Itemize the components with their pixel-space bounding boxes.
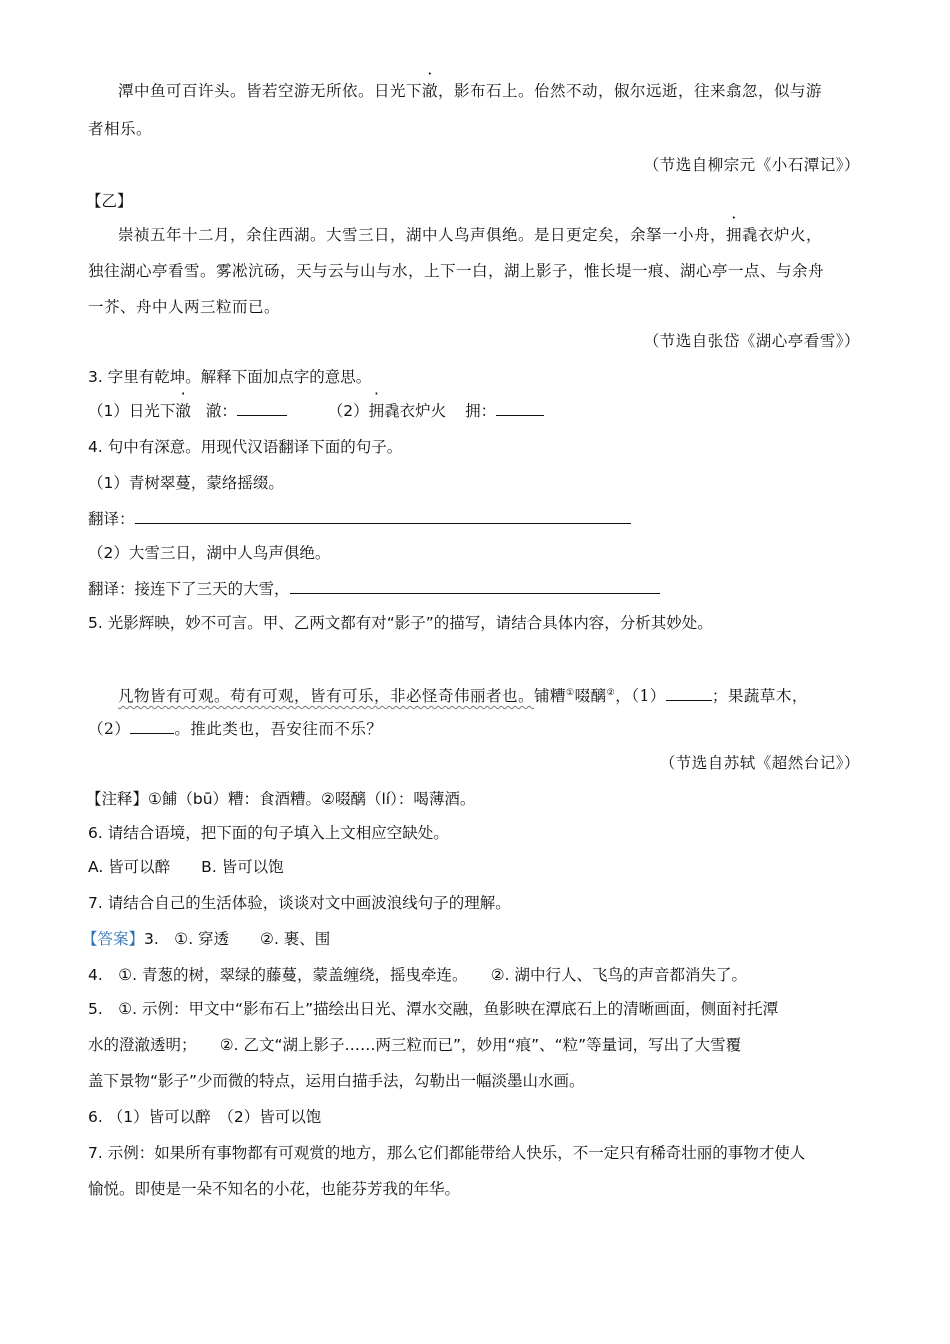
q6-options: A. 皆可以醉 B. 皆可以饱: [88, 858, 284, 876]
jia-source: （节选自柳宗元《小石潭记》）: [643, 156, 860, 174]
text: 崇祯五年十二月，余住西湖。大雪三日，湖中人鸟声俱绝。是日更定矣，余拏一小舟，: [118, 226, 727, 244]
yi-heading: 【乙】: [86, 192, 133, 210]
text: 3. ①. 穿透 ②. 裹、围: [144, 930, 331, 948]
text: 潭中鱼可百许头。皆若空游无所依。日光下: [118, 82, 423, 100]
answer-blank[interactable]: [666, 686, 712, 701]
jia-line-1: [118, 80, 822, 102]
answer-3: [82, 928, 330, 950]
q4-translate-1: [88, 508, 631, 530]
text: （2）: [88, 720, 131, 738]
answer-5-line-2: 水的澄澈透明； ②. 乙文“湖上影子……两三粒而已”，妙用“痕”、“粒”等量词，写出了大雪覆: [88, 1036, 742, 1054]
q4-translate-2: [88, 578, 660, 600]
q4-stem: 4. 句中有深意。用现代汉语翻译下面的句子。: [88, 438, 403, 456]
answer-blank[interactable]: [290, 579, 660, 594]
bing-source: （节选自苏轼《超然台记》）: [659, 754, 860, 772]
answer-5-line-1: 5. ①. 示例：甲文中“影布石上”描绘出日光、潭水交融，鱼影映在潭底石上的清晰画面，侧面衬托潭: [88, 1000, 779, 1018]
text: 毳衣炉火，: [742, 226, 823, 244]
text: 澈：: [205, 402, 237, 420]
q3-stem: 3. 字里有乾坤。解释下面加点字的意思。: [88, 368, 372, 386]
wavy-sentence: 凡物皆有可观。苟有可观，皆有可乐，非必怪奇伟丽者也。: [118, 687, 535, 706]
answer-5-line-3: 盖下景物“影子”少而微的特点，运用白描手法，勾勒出一幅淡墨山水画。: [88, 1072, 585, 1090]
yi-line-2: 独往湖心亭看雪。雾凇沆砀，天与云与山与水，上下一白，湖上影子，惟长堤一痕、湖心亭一点、与余舟: [88, 262, 825, 280]
bing-line-1: [118, 682, 808, 707]
q3-items: [88, 400, 544, 422]
text: 翻译：接连下了三天的大雪，: [88, 580, 290, 598]
answer-blank[interactable]: [496, 401, 544, 416]
dotted-char: 澈: [422, 82, 439, 100]
note-mark: ②: [606, 688, 616, 698]
text: （2）: [327, 402, 369, 420]
dotted-char: 拥: [726, 226, 743, 244]
yi-source: （节选自张岱《湖心亭看雪》）: [643, 332, 860, 350]
q5-stem: 5. 光影辉映，妙不可言。甲、乙两文都有对“影子”的描写，请结合具体内容，分析其妙处。: [88, 614, 713, 632]
dotted-char: 拥: [368, 402, 385, 420]
note-text: 【注释】①餔（bū）糟：食酒糟。②啜醨（lí）：喝薄酒。: [86, 790, 476, 808]
text: 铺糟: [534, 687, 567, 706]
jia-line-2: 者相乐。: [88, 120, 153, 138]
note-mark: ①: [566, 688, 575, 698]
yi-line-1: [118, 224, 822, 246]
text: 毳衣炉火: [384, 402, 447, 420]
text: （1）日光下: [88, 402, 176, 420]
answer-blank[interactable]: [135, 509, 631, 524]
answer-7-line-1: 7. 示例：如果所有事物都有可观赏的地方，那么它们都能带给人快乐，不一定只有稀奇壮丽的事物才使人: [88, 1144, 806, 1162]
answer-blank[interactable]: [237, 401, 287, 416]
dotted-char: 澈: [175, 402, 191, 420]
text: 啜醨: [574, 687, 607, 706]
q7-stem: 7. 请结合自己的生活体验，谈谈对文中画波浪线句子的理解。: [88, 894, 511, 912]
text: 拥：: [465, 402, 497, 420]
text: 。推此类也，吾安往而不乐？: [174, 720, 383, 738]
text: ；果蔬草木，: [711, 687, 808, 706]
answer-tag: 【答案】: [82, 930, 145, 948]
answer-4: 4. ①. 青葱的树，翠绿的藤蔓，蒙盖缠绕，摇曳牵连。 ②. 湖中行人、飞鸟的声音都消失了。: [88, 966, 748, 984]
answer-6: 6. （1）皆可以醉 （2）皆可以饱: [88, 1108, 322, 1126]
bing-line-2: [88, 718, 382, 740]
q4-sentence-1: （1）青树翠蔓，蒙络摇缀。: [88, 474, 284, 492]
yi-line-3: 一芥、舟中人两三粒而已。: [88, 298, 281, 316]
q6-stem: 6. 请结合语境，把下面的句子填入上文相应空缺处。: [88, 824, 449, 842]
answer-blank[interactable]: [130, 719, 174, 734]
text: ，（1）: [615, 687, 666, 706]
text: 翻译：: [88, 510, 135, 528]
answer-7-line-2: 愉悦。即使是一朵不知名的小花，也能芬芳我的年华。: [88, 1180, 461, 1198]
q4-sentence-2: （2）大雪三日，湖中人鸟声俱绝。: [88, 544, 331, 562]
text: ，影布石上。佁然不动，俶尔远逝，往来翕忽，似与游: [438, 82, 823, 100]
